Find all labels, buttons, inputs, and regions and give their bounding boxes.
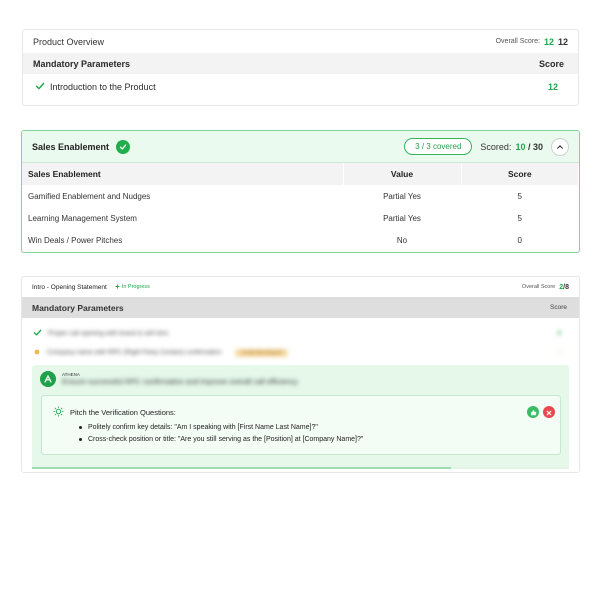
thumbs-up-button[interactable] <box>527 406 539 418</box>
table-row <box>22 207 579 229</box>
row-score: 0 <box>517 235 522 245</box>
parameter-score: 12 <box>547 81 558 92</box>
row-value: Partial Yes <box>383 213 421 223</box>
athena-logo-icon <box>40 371 56 387</box>
lightbulb-icon <box>53 406 64 419</box>
column-header-parameter: Sales Enablement <box>22 163 343 185</box>
parameter-label: Introduction to the Product <box>50 81 156 92</box>
overall-score-total: 12 <box>557 36 568 47</box>
parameter-row <box>23 74 578 99</box>
progress-track <box>32 467 569 469</box>
intro-section-header <box>22 277 579 297</box>
check-icon <box>33 328 42 339</box>
overall-score-value: 12 <box>543 36 554 47</box>
row-score: 5 <box>517 191 522 201</box>
list-item-score: - <box>558 349 561 356</box>
intro-overall-total: /8 <box>563 283 569 291</box>
row-name: Win Deals / Power Pitches <box>28 235 123 245</box>
row-value: Partial Yes <box>383 191 421 201</box>
overall-score <box>496 37 568 47</box>
tip-text: Cross-check position or title: "Are you still serving as the [Position] at [Company Name]?" <box>88 435 364 443</box>
scored-total: 30 <box>532 141 543 152</box>
intro-overall-value: 2 <box>559 283 564 291</box>
tip-box <box>41 395 561 455</box>
tip-title: Pitch the Verification Questions: <box>70 408 176 417</box>
table-header-row <box>22 163 579 185</box>
mandatory-parameters-label: Mandatory Parameters <box>33 58 131 69</box>
status-label: In Progress <box>121 284 150 290</box>
chevron-up-icon <box>556 138 564 156</box>
progress-fill <box>32 467 451 469</box>
product-overview-title: Product Overview <box>33 36 105 47</box>
product-overview-card <box>22 29 579 106</box>
sales-enablement-title: Sales Enablement <box>32 141 110 152</box>
row-score: 5 <box>517 213 522 223</box>
list-item <box>22 324 579 343</box>
check-icon <box>35 81 45 93</box>
collapse-button[interactable] <box>551 138 569 156</box>
check-circle-icon <box>116 140 130 154</box>
intro-section-card <box>21 276 580 473</box>
close-icon <box>546 403 552 421</box>
scored-separator: / <box>525 141 533 152</box>
sales-enablement-card <box>21 130 580 253</box>
intro-overall-score <box>522 284 569 291</box>
list-item-score: 2 <box>557 330 561 337</box>
intro-score-column-label: Score <box>550 304 567 311</box>
intro-section-title: Intro - Opening Statement <box>32 283 107 291</box>
list-item-label: Proper call opening with brand & self intro <box>48 330 169 337</box>
ai-message: Ensure successful RPC confirmation and improve overall call efficiency <box>62 377 298 386</box>
product-overview-header <box>23 30 578 53</box>
plus-icon <box>115 284 120 291</box>
thumbs-up-icon <box>530 403 537 421</box>
row-name: Learning Management System <box>28 213 137 223</box>
dot-icon <box>33 348 41 358</box>
covered-badge: 3 / 3 covered <box>404 138 472 155</box>
table-row <box>22 185 579 207</box>
list-item <box>79 433 363 445</box>
scored-value: 10 <box>515 141 526 152</box>
intro-mandatory-label: Mandatory Parameters <box>32 302 124 313</box>
sales-enablement-table <box>22 163 579 251</box>
list-item-label: Company name with RPC (Right Party Contact) confirmation <box>47 349 222 356</box>
status-tag: Underdeveloped <box>235 349 287 357</box>
column-header-value: Value <box>343 163 461 185</box>
score-column-label: Score <box>538 58 564 69</box>
tip-text: Politely confirm key details: "Am I speaking with [First Name Last Name]?" <box>88 423 318 431</box>
scored-label: Scored: <box>480 141 512 152</box>
row-name: Gamified Enablement and Nudges <box>28 191 151 201</box>
scored-summary <box>480 142 543 152</box>
column-header-score: Score <box>461 163 579 185</box>
table-row <box>22 229 579 251</box>
tip-list <box>79 421 363 445</box>
intro-mandatory-header <box>22 297 579 318</box>
intro-overall-label: Overall Score <box>521 284 556 290</box>
overall-score-label: Overall Score: <box>495 38 540 45</box>
list-item <box>79 421 363 433</box>
sales-enablement-header[interactable] <box>22 131 579 163</box>
ai-assistant-name: ATHENA <box>62 372 80 377</box>
status-badge <box>115 284 150 291</box>
row-value: No <box>396 235 408 245</box>
list-item <box>22 343 579 362</box>
mandatory-parameters-header <box>23 53 578 74</box>
ai-suggestion-panel <box>32 365 569 469</box>
dismiss-button[interactable] <box>543 406 555 418</box>
